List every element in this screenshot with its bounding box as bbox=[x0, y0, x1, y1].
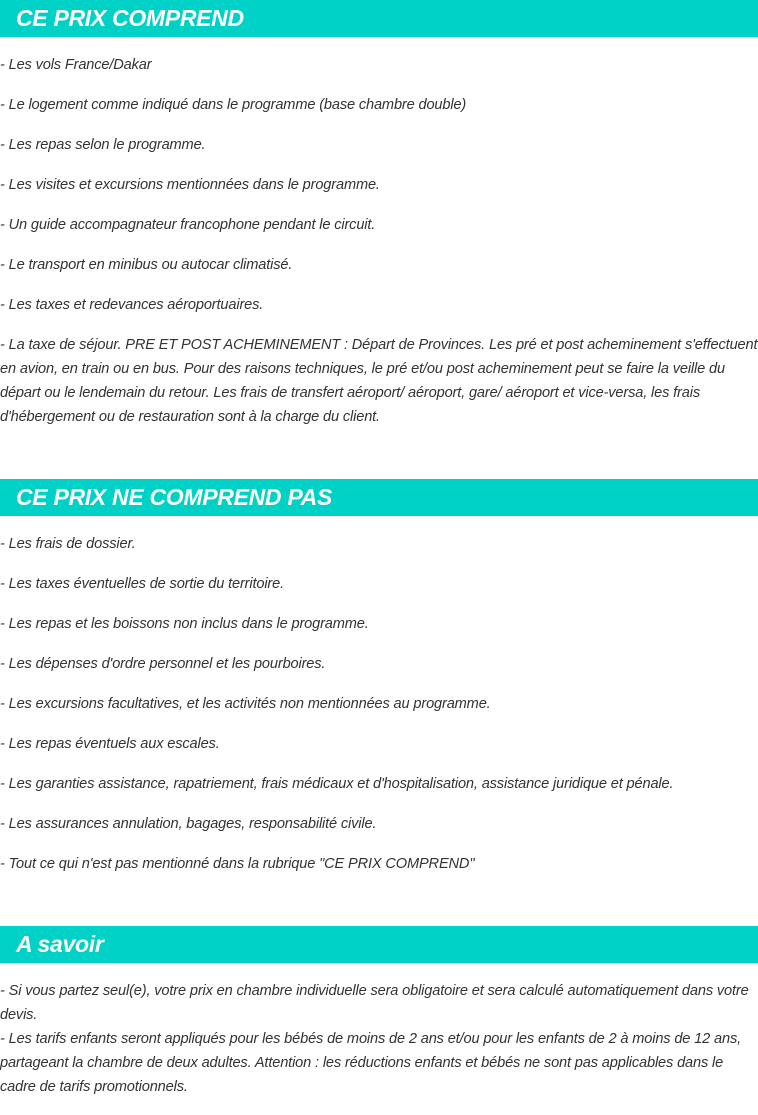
list-item: - Les repas éventuels aux escales. bbox=[0, 736, 220, 752]
info-paragraph-single-room: - Si vous partez seul(e), votre prix en chambre individuelle sera obligatoire et sera calculé automatiquement dans votre devis. bbox=[0, 983, 749, 1023]
list-item: - Tout ce qui n'est pas mentionné dans la rubrique "CE PRIX COMPREND" bbox=[0, 856, 475, 872]
list-item: - Un guide accompagnateur francophone pendant le circuit. bbox=[0, 217, 376, 233]
list-item: - Les repas selon le programme. bbox=[0, 137, 206, 153]
list-item: - Les vols France/Dakar bbox=[0, 57, 152, 73]
list-item: - Les assurances annulation, bagages, responsabilité civile. bbox=[0, 816, 377, 832]
list-item: - Le logement comme indiqué dans le programme (base chambre double) bbox=[0, 97, 467, 113]
list-item: - Les dépenses d'ordre personnel et les pourboires. bbox=[0, 656, 326, 672]
list-item: - Les visites et excursions mentionnées dans le programme. bbox=[0, 177, 380, 193]
section-title-comprend: CE PRIX COMPREND bbox=[0, 0, 758, 37]
section-title-a-savoir: A savoir bbox=[0, 926, 758, 963]
list-item: - Les excursions facultatives, et les activités non mentionnées au programme. bbox=[0, 696, 491, 712]
list-item: - Les frais de dossier. bbox=[0, 536, 136, 552]
list-item: - Le transport en minibus ou autocar climatisé. bbox=[0, 257, 293, 273]
list-item: - Les taxes éventuelles de sortie du territoire. bbox=[0, 576, 285, 592]
info-paragraph bbox=[0, 979, 752, 1099]
info-paragraph-child-rates: - Les tarifs enfants seront appliqués pour les bébés de moins de 2 ans et/ou pour les enfants de 2 à moins de 12 ans, partageant la chambre de deux adultes. Attention : les réductions enfants et bébés ne sont pas applicables dans le cadre de tarifs promotionnels. bbox=[0, 1031, 741, 1095]
list-item: - Les garanties assistance, rapatriement, frais médicaux et d'hospitalisation, assistance juridique et pénale. bbox=[0, 776, 674, 792]
list-item: - La taxe de séjour. PRE ET POST ACHEMINEMENT : Départ de Provinces. Les pré et post acheminement s'effectuent en avion, en train ou en bus. Pour des raisons techniques, le pré et/ou post acheminement peut se faire la veille du départ ou le lendemain du retour. Les frais de transfert aéroport/ aéroport, gare/ aéroport et vice-versa, les frais d'hébergement ou de restauration sont à la charge du client. bbox=[0, 337, 758, 425]
list-item: - Les repas et les boissons non inclus dans le programme. bbox=[0, 616, 369, 632]
list-item: - Les taxes et redevances aéroportuaires. bbox=[0, 297, 264, 313]
section-title-ne-comprend-pas: CE PRIX NE COMPREND PAS bbox=[0, 479, 758, 516]
